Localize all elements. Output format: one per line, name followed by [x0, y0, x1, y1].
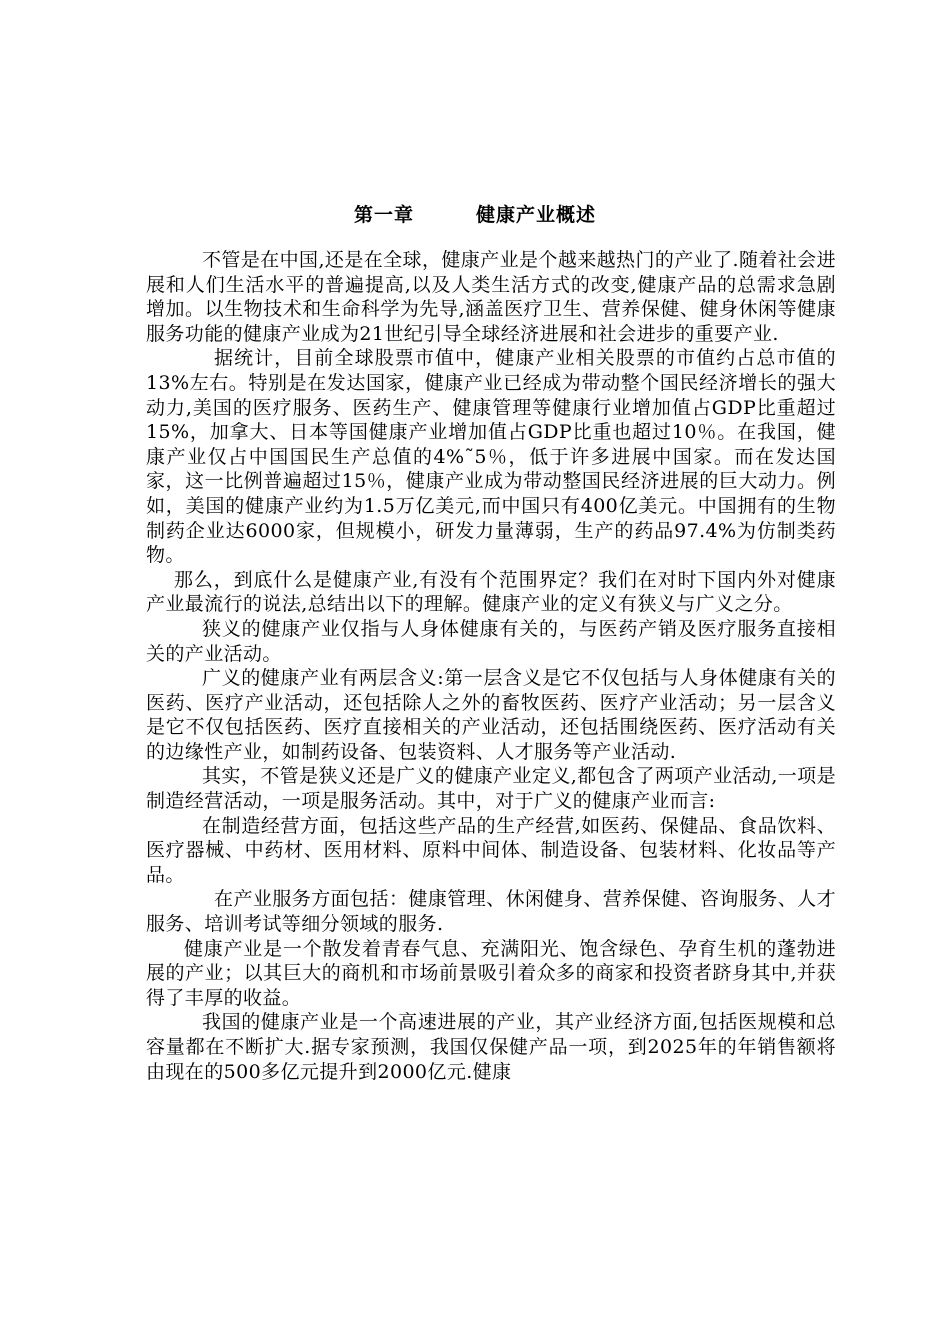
chapter-title: 健康产业概述	[476, 204, 597, 226]
paragraph: 其实，不管是狭义还是广义的健康产业定义,都包含了两项产业活动,一项是制造经营活动，一项是服务活动。其中，对于广义的健康产业而言:	[146, 765, 836, 813]
paragraph: 在产业服务方面包括：健康管理、休闲健身、营养保健、咨询服务、人才服务、培训考试等细分领域的服务.	[146, 888, 836, 936]
paragraph: 据统计，目前全球股票市值中，健康产业相关股票的市值约占总市值的13%左右。特别是在发达国家，健康产业已经成为带动整个国民经济增长的强大动力,美国的医疗服务、医药生产、健康管理等健康行业增加值占GDP比重超过15%，加拿大、日本等国健康产业增加值占GDP比重也超过10％。在我国，健康产业仅占中国国民生产总值的4%˜5％，低于许多进展中国家。而在发达国家，这一比例普遍超过15％，健康产业成为带动整国民经济进展的巨大动力。例如，美国的健康产业约为1.5万亿美元,而中国只有400亿美元。中国拥有的生物制药企业达6000家，但规模小，研发力量薄弱，生产的药品97.4%为仿制类药物。	[146, 347, 836, 567]
paragraph: 狭义的健康产业仅指与人身体健康有关的，与医药产销及医疗服务直接相关的产业活动。	[146, 617, 836, 665]
body-text	[146, 248, 836, 1084]
paragraph: 那么，到底什么是健康产业,有没有个范围界定？我们在对时下国内外对健康产业最流行的说法,总结出以下的理解。健康产业的定义有狭义与广义之分。	[146, 568, 836, 616]
chapter-heading	[0, 200, 950, 227]
paragraph: 我国的健康产业是一个高速进展的产业，其产业经济方面,包括医规模和总容量都在不断扩大.据专家预测，我国仅保健产品一项，到2025年的年销售额将由现在的500多亿元提升到2000亿元.健康	[146, 1011, 836, 1083]
chapter-number: 第一章	[353, 204, 414, 226]
paragraph: 不管是在中国,还是在全球，健康产业是个越来越热门的产业了.随着社会进展和人们生活水平的普遍提高,以及人类生活方式的改变,健康产品的总需求急剧增加。以生物技术和生命科学为先导,涵盖医疗卫生、营养保健、健身休闲等健康服务功能的健康产业成为21世纪引导全球经济进展和社会进步的重要产业.	[146, 249, 836, 345]
paragraph: 在制造经营方面，包括这些产品的生产经营,如医药、保健品、食品饮料、医疗器械、中药材、医用材料、原料中间体、制造设备、包装材料、化妆品等产品。	[146, 814, 836, 886]
paragraph: 健康产业是一个散发着青春气息、充满阳光、饱含绿色、孕育生机的蓬勃进展的产业；以其巨大的商机和市场前景吸引着众多的商家和投资者跻身其中,并获得了丰厚的收益。	[146, 937, 836, 1009]
paragraph: 广义的健康产业有两层含义:第一层含义是它不仅包括与人身体健康有关的医药、医疗产业活动，还包括除人之外的畜牧医药、医疗产业活动；另一层含义是它不仅包括医药、医疗直接相关的产业活动，还包括围绕医药、医疗活动有关的边缘性产业，如制药设备、包装资料、人才服务等产业活动.	[146, 667, 836, 763]
